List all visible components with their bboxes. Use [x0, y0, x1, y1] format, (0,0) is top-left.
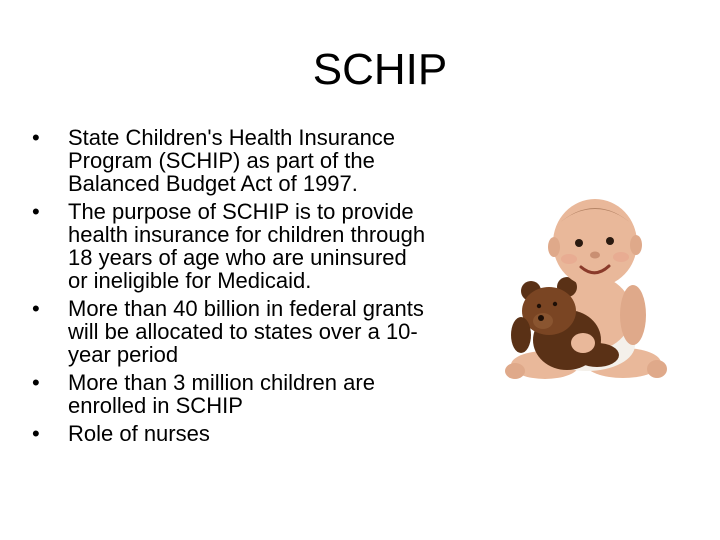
bullet-marker: • [32, 296, 40, 321]
baby-arm-right [620, 285, 646, 345]
bullet-item [32, 297, 427, 366]
baby-cheek-left [561, 254, 577, 264]
bullet-marker: • [32, 125, 40, 150]
baby-hand-left [571, 333, 595, 353]
baby-with-teddy-bear-photo [505, 195, 675, 395]
bullet-item [32, 422, 427, 445]
bear-snout [533, 313, 553, 329]
baby-ear-left [548, 237, 560, 257]
baby-eye-right [606, 237, 614, 245]
baby-foot-right [647, 360, 667, 378]
baby-cheek-right [613, 252, 629, 262]
baby-ear-right [630, 235, 642, 255]
bullet-text: State Children's Health Insurance Program (SCHIP) as part of the Balanced Budget Act of 1997. [68, 125, 396, 196]
bear-eye-left [537, 304, 541, 308]
bullet-text: Role of nurses [68, 421, 210, 446]
bullet-item [32, 126, 427, 195]
bullet-text: More than 40 billion in federal grants will be allocated to states over a 10-year period [68, 296, 424, 367]
bear-nose [538, 315, 544, 321]
baby-eye-left [575, 239, 583, 247]
bullet-item [32, 200, 427, 292]
slide-title: SCHIP [312, 45, 448, 94]
bullet-marker: • [32, 199, 40, 224]
bear-eye-right [553, 302, 557, 306]
baby-foot-left [505, 363, 525, 379]
baby-nose [590, 252, 600, 259]
bullet-text: More than 3 million children are enrolled in SCHIP [68, 370, 375, 418]
bullet-list [32, 126, 427, 450]
bullet-marker: • [32, 421, 40, 446]
bear-arm [511, 317, 531, 353]
bullet-marker: • [32, 370, 40, 395]
bullet-text: The purpose of SCHIP is to provide health insurance for children through 18 years of age who are uninsured or ineligible for Medicaid. [68, 199, 426, 293]
bullet-item [32, 371, 427, 417]
